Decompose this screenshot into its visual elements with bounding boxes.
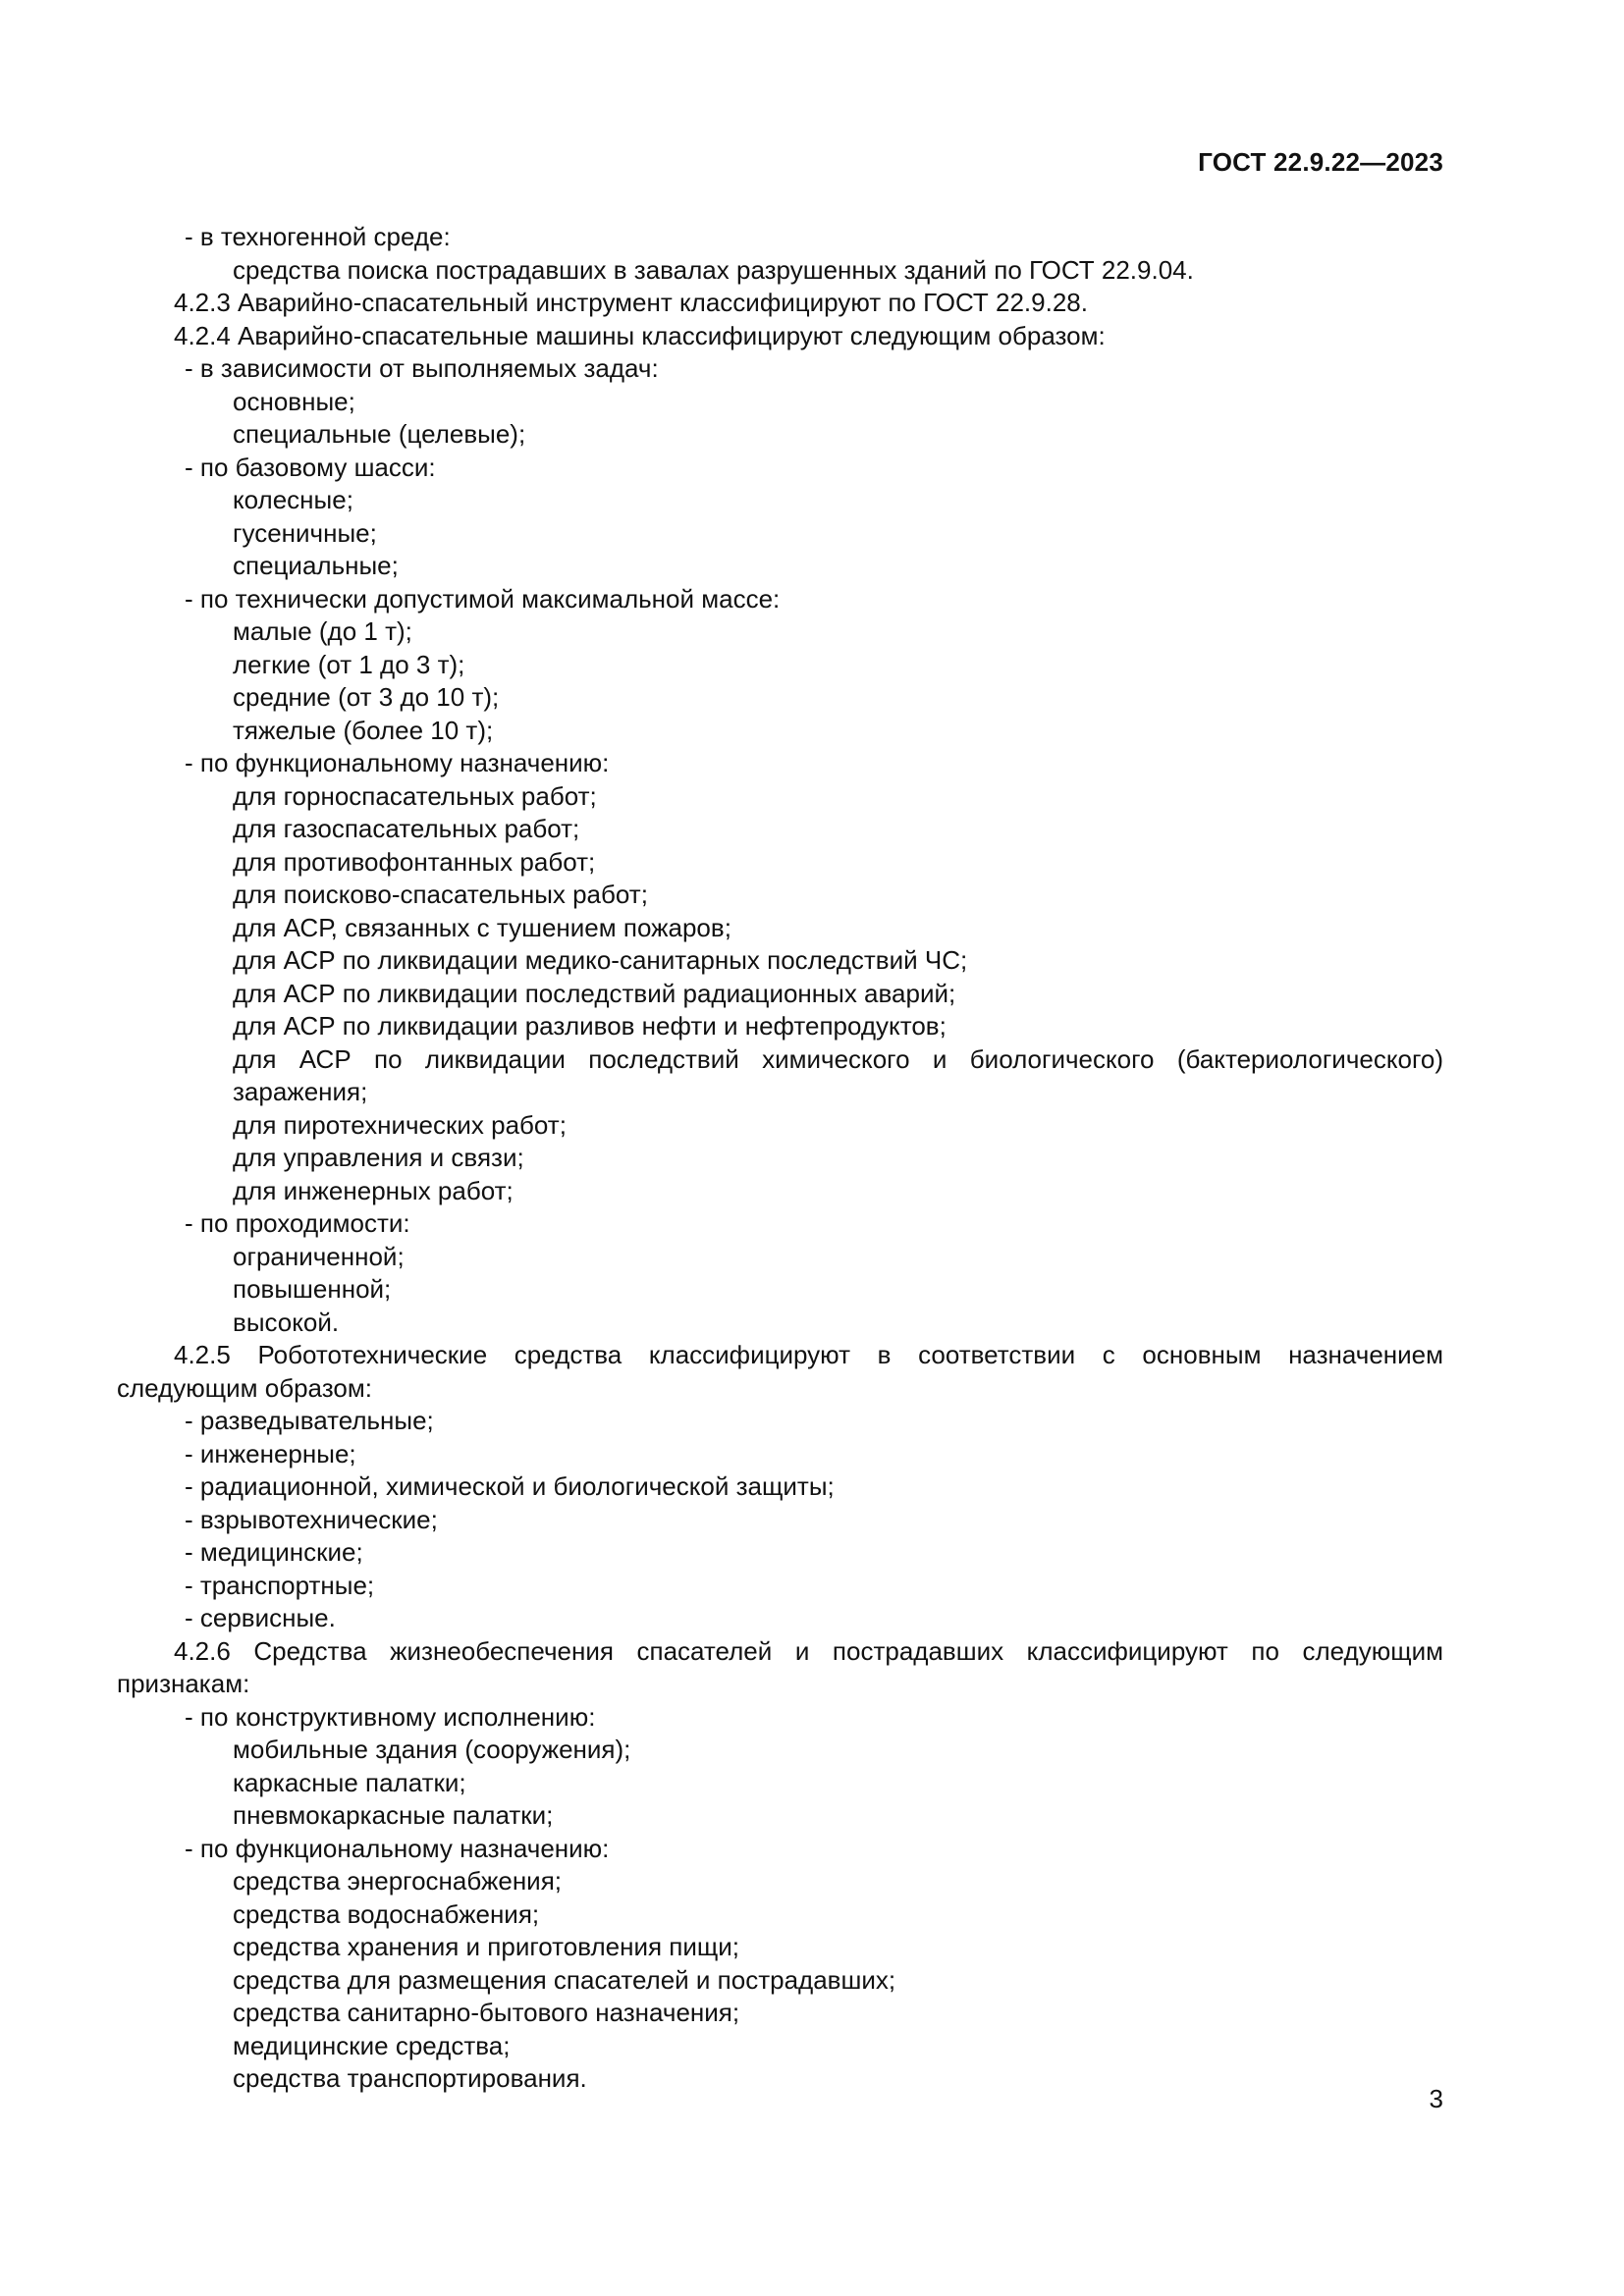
list-item: - по проходимости: [185, 1208, 410, 1238]
list-item: средства поиска пострадавших в завалах разрушенных зданий по ГОСТ 22.9.04. [233, 254, 1194, 285]
list-item: легкие (от 1 до 3 т); [233, 649, 465, 679]
clause-paragraph: 4.2.4 Аварийно-спасательные машины классифицируют следующим образом: [174, 320, 1106, 350]
list-item: для АСР по ликвидации последствий химического и биологического (бактериологического) [233, 1043, 1443, 1074]
list-item: заражения; [233, 1077, 368, 1106]
list-item: для АСР по ликвидации медико-санитарных последствий ЧС; [233, 945, 968, 975]
clause-continuation: признакам: [117, 1669, 250, 1698]
list-item: для противофонтанных работ; [233, 846, 596, 877]
list-item: - транспортные; [185, 1570, 375, 1600]
list-item: средства для размещения спасателей и пострадавших; [233, 1964, 896, 1995]
list-item: для поисково-спасательных работ; [233, 880, 648, 909]
list-item: - в зависимости от выполняемых задач: [185, 353, 659, 383]
list-item: - взрывотехнические; [185, 1504, 438, 1534]
list-item: средние (от 3 до 10 т); [233, 682, 500, 712]
list-item: средства хранения и приготовления пищи; [233, 1932, 740, 1961]
list-item: для газоспасательных работ; [233, 814, 580, 843]
list-item: для горноспасательных работ; [233, 780, 597, 811]
list-item: - радиационной, химической и биологической защиты; [185, 1471, 835, 1501]
list-item: для управления и связи; [233, 1143, 524, 1172]
list-item: для АСР, связанных с тушением пожаров; [233, 912, 731, 942]
document-code-header: ГОСТ 22.9.22—2023 [1198, 147, 1443, 177]
clause-paragraph: 4.2.5 Робототехнические средства классифицируют в соответствии с основным назначением [174, 1340, 1443, 1369]
list-item: высокой. [233, 1307, 340, 1337]
page-number: 3 [1429, 2084, 1443, 2113]
list-item: - по базовому шасси: [185, 452, 436, 482]
list-item: повышенной; [233, 1274, 392, 1304]
list-item: - инженерные; [185, 1438, 356, 1468]
list-item: для АСР по ликвидации разливов нефти и нефтепродуктов; [233, 1011, 947, 1041]
list-item: гусеничные; [233, 517, 377, 548]
list-item: - в техногенной среде: [185, 222, 451, 251]
list-item: ограниченной; [233, 1241, 405, 1271]
list-item: малые (до 1 т); [233, 616, 412, 646]
list-item: специальные; [233, 551, 399, 580]
list-item: колесные; [233, 485, 353, 514]
clause-paragraph: 4.2.6 Средства жизнеобеспечения спасателей и пострадавших классифицируют по следующим [174, 1635, 1443, 1666]
list-item: - сервисные. [185, 1603, 336, 1632]
list-item: медицинские средства; [233, 2030, 511, 2060]
list-item: - по конструктивному исполнению: [185, 1701, 596, 1732]
list-item: - по технически допустимой максимальной массе: [185, 583, 781, 614]
list-item: каркасные палатки; [233, 1767, 466, 1797]
list-item: - по функциональному назначению: [185, 748, 610, 777]
list-item: средства водоснабжения; [233, 1898, 540, 1929]
document-body [0, 221, 1624, 2096]
list-item: - разведывательные; [185, 1406, 434, 1435]
list-item: мобильные здания (сооружения); [233, 1735, 631, 1764]
clause-paragraph: 4.2.3 Аварийно-спасательный инструмент классифицируют по ГОСТ 22.9.28. [174, 288, 1088, 317]
list-item: пневмокаркасные палатки; [233, 1800, 554, 1830]
list-item: - по функциональному назначению: [185, 1833, 610, 1863]
list-item: средства энергоснабжения; [233, 1866, 563, 1896]
list-item: для АСР по ликвидации последствий радиационных аварий; [233, 978, 956, 1008]
list-item: средства санитарно-бытового назначения; [233, 1998, 740, 2027]
list-item: - медицинские; [185, 1537, 363, 1567]
list-item: основные; [233, 386, 355, 416]
clause-continuation: следующим образом: [117, 1372, 372, 1403]
list-item: для пиротехнических работ; [233, 1109, 567, 1140]
list-item: для инженерных работ; [233, 1175, 514, 1205]
list-item: тяжелые (более 10 т); [233, 715, 494, 745]
list-item: средства транспортирования. [233, 2063, 587, 2093]
list-item: специальные (целевые); [233, 419, 526, 449]
